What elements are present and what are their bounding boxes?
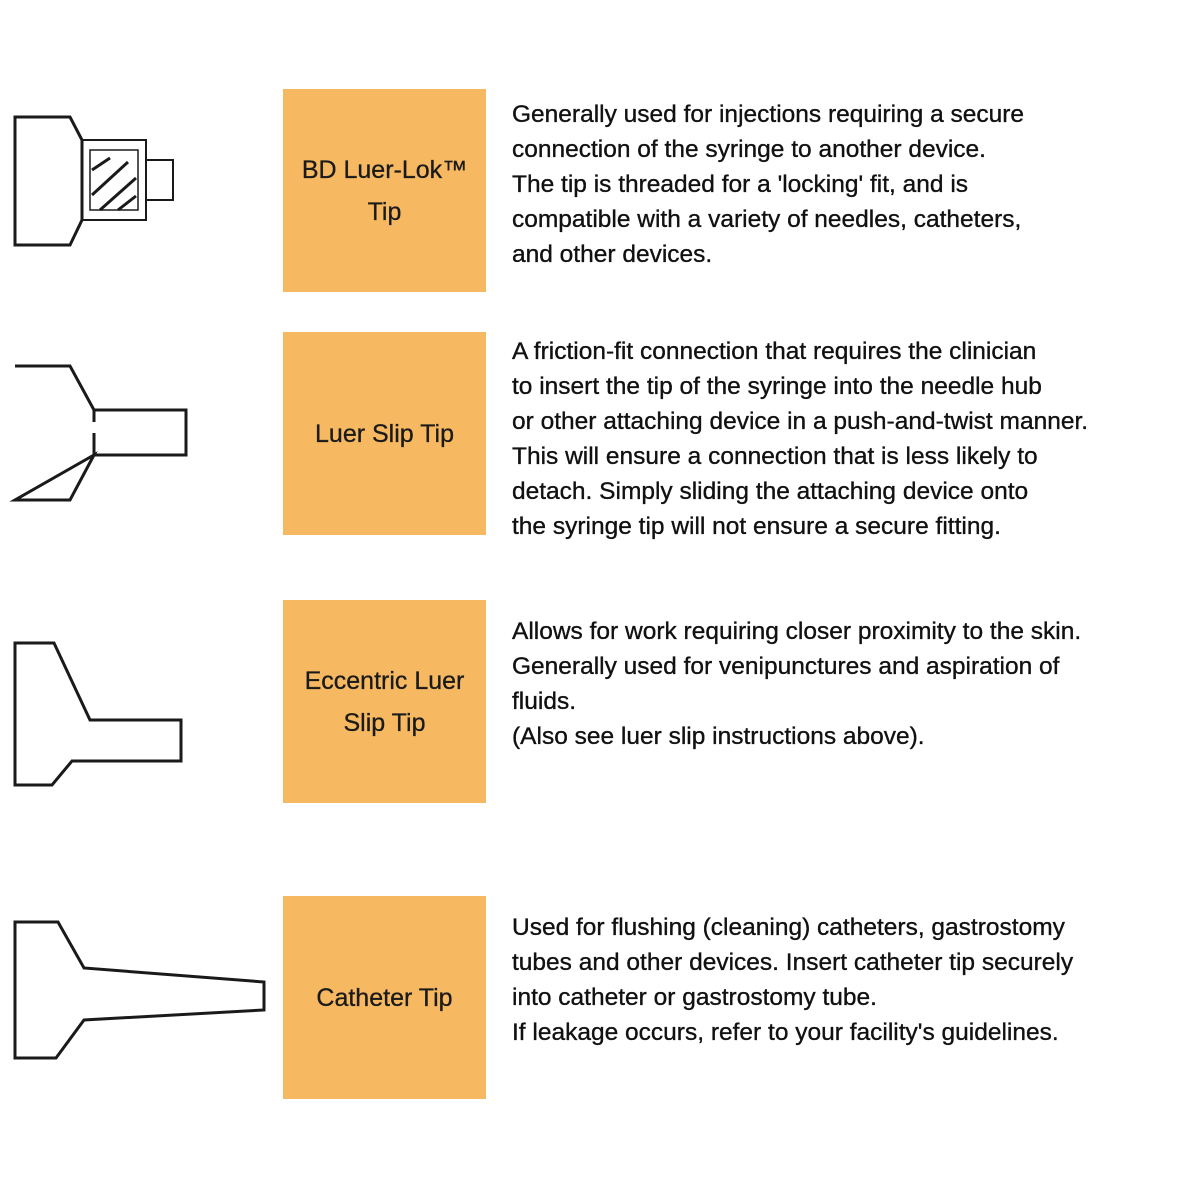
tip-name: Luer Slip Tip xyxy=(315,419,454,448)
catheter-tip-icon xyxy=(0,0,280,1080)
tip-description: Allows for work requiring closer proximity to the skin. Generally used for venipunctures and aspiration of fluids. (Also see luer slip instructions above). xyxy=(512,618,1082,750)
tip-box-catheter xyxy=(283,896,486,1099)
tip-name: Eccentric Luer Slip Tip xyxy=(304,666,465,737)
tip-name: Catheter Tip xyxy=(316,983,453,1012)
tip-name: BD Luer-Lok™ Tip xyxy=(301,155,468,226)
tip-box-luer-slip xyxy=(283,332,486,535)
tip-description: A friction-fit connection that requires the clinician to insert the tip of the syringe into the needle hub or other attaching device in a push-and-twist manner. This will ensure a connection that is less likely to detach. Simply sliding the attaching device onto the syringe tip will not ensure a secure fitting. xyxy=(512,338,1089,540)
tip-description: Generally used for injections requiring a secure connection of the syringe to another device. The tip is threaded for a 'locking' fit, and is compatible with a variety of needles, catheters, and other devices. xyxy=(512,101,1025,268)
tip-description: Used for flushing (cleaning) catheters, gastrostomy tubes and other devices. Insert catheter tip securely into catheter or gastrostomy tube. If leakage occurs, refer to your facility's guidelines. xyxy=(512,914,1074,1046)
tip-box-eccentric-luer-slip xyxy=(283,600,486,803)
tip-box-luer-lok xyxy=(283,89,486,292)
